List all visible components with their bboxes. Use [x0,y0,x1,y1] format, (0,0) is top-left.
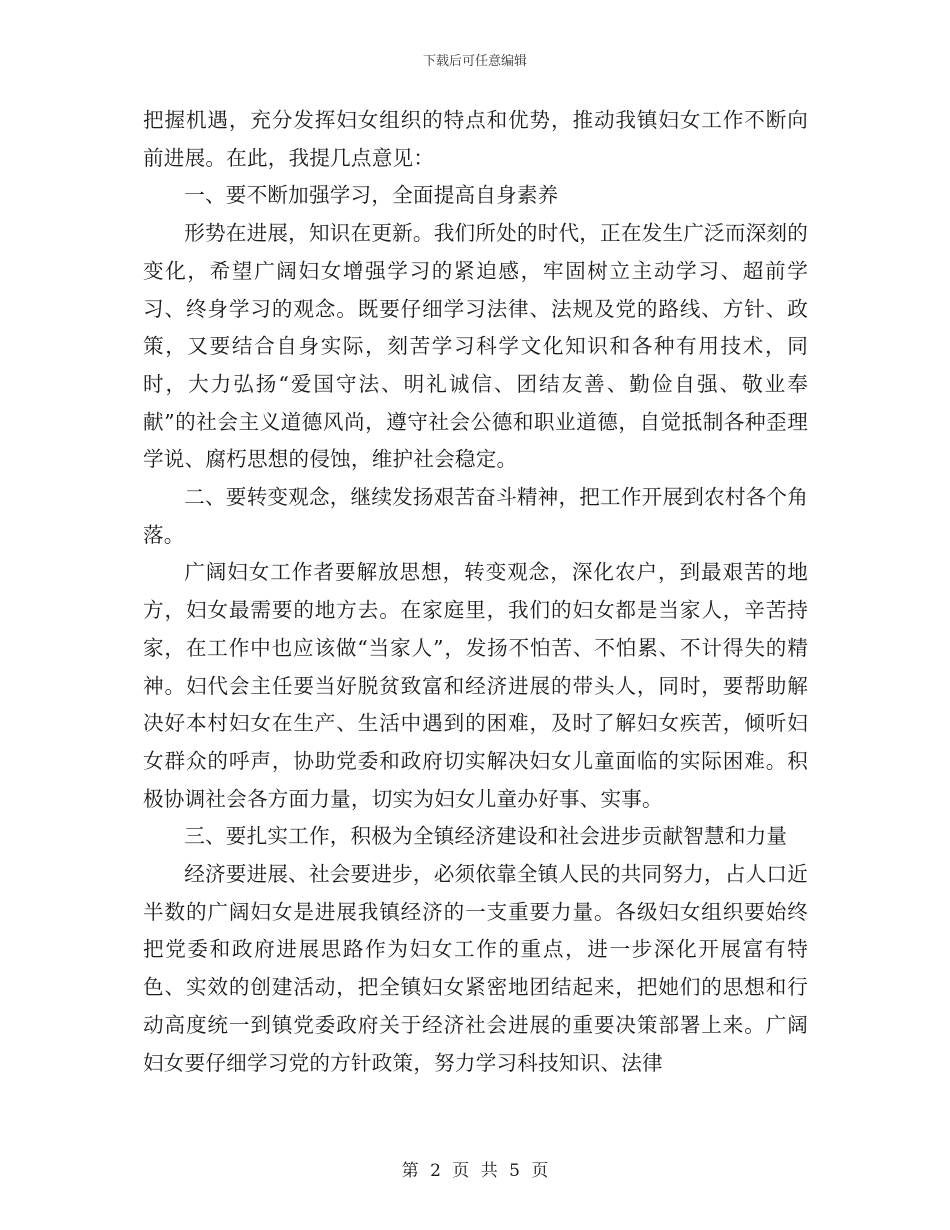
section-heading-1: 一、要不断加强学习，全面提高自身素养 [184,183,559,208]
section-heading-3: 三、要扎实工作，积极为全镇经济建设和社会进步贡献智慧和力量 [184,824,788,849]
paragraph-section-3: 经济要进展、社会要进步，必须依靠全镇人民的共同努力，占人口近半数的广阔妇女是进展我镇经济的一支重要力量。各级妇女组织要始终把党委和政府进展思路作为妇女工作的重点，进一步深化开展富有特色、实效的创建活动，把全镇妇女紧密地团结起来，把她们的思想和行动高度统一到镇党委政府关于经济社会进展的重要决策部署上来。广阔妇女要仔细学习党的方针政策，努力学习科技知识、法律 [143,862,808,1075]
section-heading-2: 二、要转变观念，继续发扬艰苦奋斗精神，把工作开展到农村各个角落。 [143,485,808,547]
document-body [143,102,808,1082]
paragraph-opening: 把握机遇，充分发挥妇女组织的特点和优势，推动我镇妇女工作不断向前进展。在此，我提几点意见： [143,108,808,170]
paragraph-section-1: 形势在进展，知识在更新。我们所处的时代，正在发生广泛而深刻的变化，希望广阔妇女增强学习的紧迫感，牢固树立主动学习、超前学习、终身学习的观念。既要仔细学习法律、法规及党的路线、方针、政策，又要结合自身实际，刻苦学习科学文化知识和各种有用技术，同时，大力弘扬“爱国守法、明礼诚信、团结友善、勤俭自强、敬业奉献”的社会主义道德风尚，遵守社会公德和职业道德，自觉抵制各种歪理学说、腐朽思想的侵蚀，维护社会稳定。 [143,221,808,472]
page-number-footer: 第 2 页 共 5 页 [401,1161,549,1181]
paragraph-section-2: 广阔妇女工作者要解放思想，转变观念，深化农户，到最艰苦的地方，妇女最需要的地方去。在家庭里，我们的妇女都是当家人，辛苦持家，在工作中也应该做“当家人”，发扬不怕苦、不怕累、不计得失的精神。妇代会主任要当好脱贫致富和经济进展的带头人，同时，要帮助解决好本村妇女在生产、生活中遇到的困难，及时了解妇女疾苦，倾听妇女群众的呼声，协助党委和政府切实解决妇女儿童面临的实际困难。积极协调社会各方面力量，切实为妇女儿童办好事、实事。 [143,560,808,811]
page-header: 下载后可任意编辑 [422,54,527,69]
